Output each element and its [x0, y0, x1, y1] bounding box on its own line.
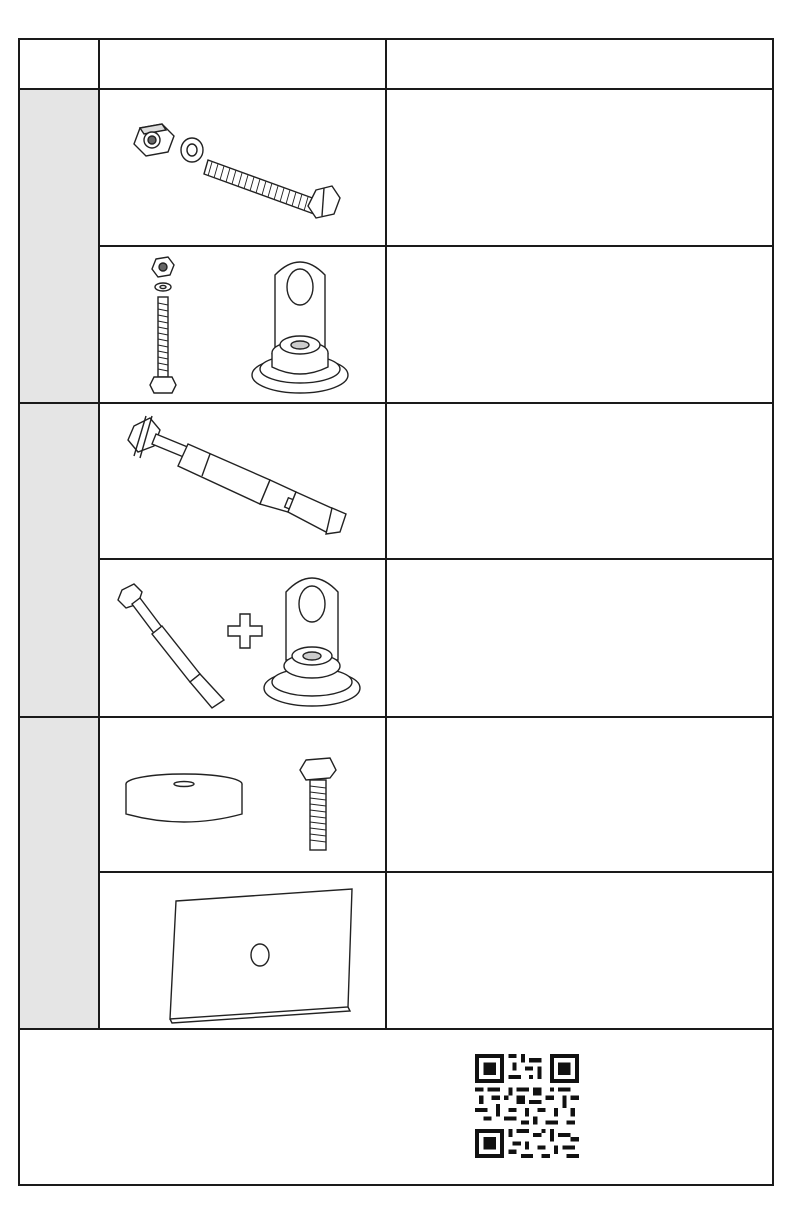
description-cell — [387, 90, 772, 245]
description-cell — [387, 718, 772, 871]
description-cell — [387, 247, 772, 402]
hex-bolt-icon — [300, 758, 336, 850]
hardware-table — [18, 38, 774, 1186]
spacer-and-bolt-illustration — [100, 718, 385, 871]
qr-code-icon[interactable] — [475, 1054, 579, 1158]
sleeve-anchor-icon — [118, 584, 224, 708]
description-cell — [387, 404, 772, 558]
sleeve-anchor-illustration — [100, 404, 385, 558]
bolt-kit-swivel-ring-illustration — [100, 247, 385, 402]
swivel-anchor-ring-icon — [252, 262, 348, 393]
flat-plate-icon — [170, 889, 352, 1023]
lock-washer-icon — [181, 138, 203, 162]
sleeve-anchor-icon — [128, 416, 346, 534]
plus-icon — [228, 614, 262, 648]
round-spacer-icon — [126, 774, 242, 822]
description-cell — [387, 873, 772, 1028]
description-cell — [387, 560, 772, 716]
table-header — [20, 40, 772, 90]
backing-plate-illustration — [100, 873, 385, 1028]
hex-bolt-nut-washer-illustration — [100, 90, 385, 245]
sleeve-anchor-plus-ring-illustration — [100, 560, 385, 716]
group-cell-1 — [20, 90, 98, 402]
lock-nut-icon — [134, 124, 174, 156]
hex-bolt-icon — [204, 160, 340, 218]
footer — [20, 1030, 772, 1186]
group-cell-2 — [20, 404, 98, 716]
group-cell-3 — [20, 718, 98, 1028]
swivel-anchor-ring-icon — [264, 578, 360, 706]
bolt-kit-icon — [150, 257, 176, 393]
